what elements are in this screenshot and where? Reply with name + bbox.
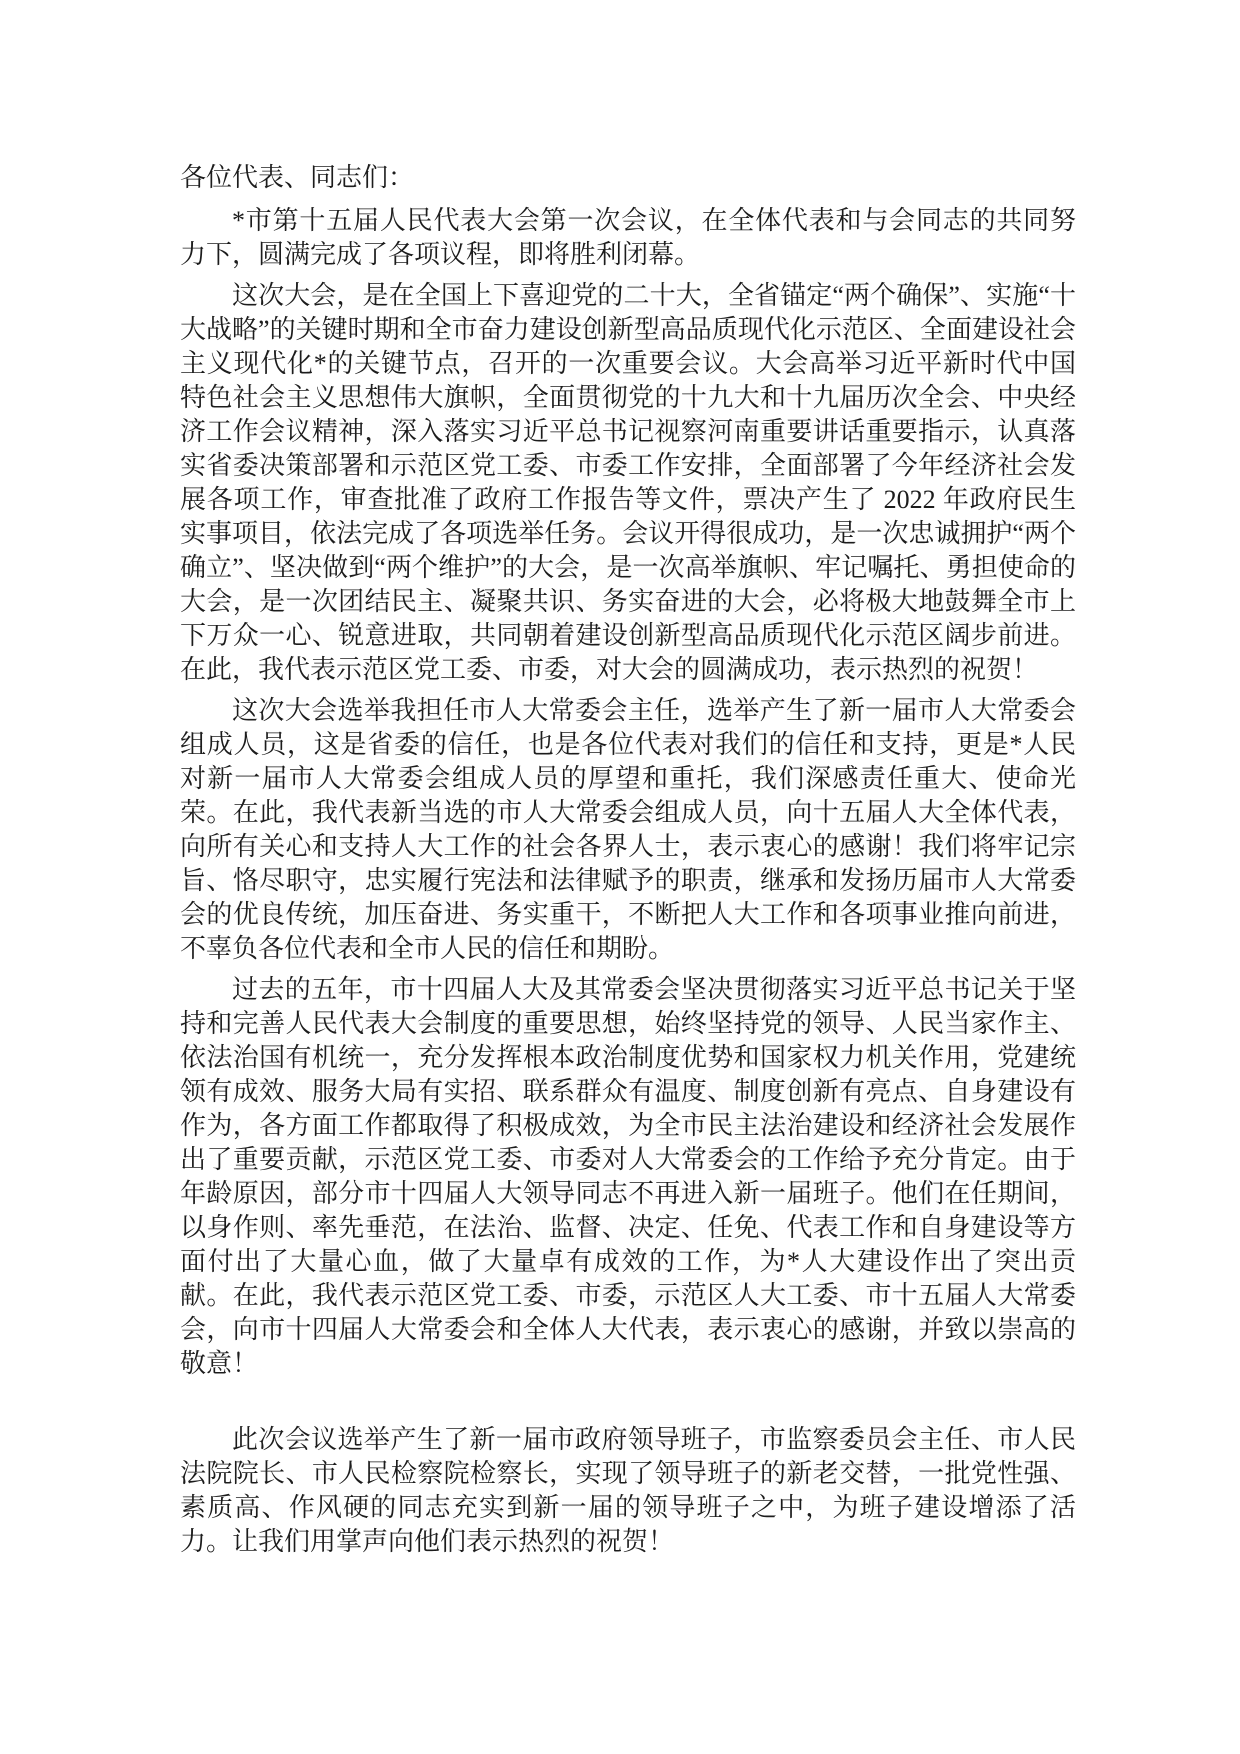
paragraph-election-thanks: 这次大会选举我担任市人大常委会主任，选举产生了新一届市人大常委会组成人员，这是省委的信任，也是各位代表对我们的信任和支持，更是*人民对新一届市人大常委会组成人员的厚望和重托，我们深感责任重大、使命光荣。在此，我代表新当选的市人大常委会组成人员，向十五届人大全体代表，向所有关心和支持人大工作的社会各界人士，表示衷心的感谢！我们将牢记宗旨、恪尽职守，忠实履行宪法和法律赋予的职责，继承和发扬历届市人大常委会的优良传统，加压奋进、务实重干，不断把人大工作和各项事业推向前进，不辜负各位代表和全市人民的信任和期盼。 (180, 696, 1076, 963)
paragraph-meeting-significance: 这次大会，是在全国上下喜迎党的二十大，全省锚定“两个确保”、实施“十大战略”的关键时期和全市奋力建设创新型高品质现代化示范区、全面建设社会主义现代化*的关键节点，召开的一次重要会议。大会高举习近平新时代中国特色社会主义思想伟大旗帜，全面贯彻党的十九大和十九届历次全会、中央经济工作会议精神，深入落实习近平总书记视察河南重要讲话重要指示，认真落实省委决策部署和示范区党工委、市委工作安排，全面部署了今年经济社会发展各项工作，审查批准了政府工作报告等文件，票决产生了 2022 年政府民生实事项目，依法完成了各项选举任务。会议开得很成功，是一次忠诚拥护“两个确立”、坚决做到“两个维护”的大会，是一次高举旗帜、牢记嘱托、勇担使命的大会，是一次团结民主、凝聚共识、务实奋进的大会，必将极大地鼓舞全市上下万众一心、锐意进取，共同朝着建设创新型高品质现代化示范区阔步前进。在此，我代表示范区党工委、市委，对大会的圆满成功，表示热烈的祝贺！ (180, 281, 1076, 684)
paragraph-closing-announcement: *市第十五届人民代表大会第一次会议，在全体代表和与会同志的共同努力下，圆满完成了各项议程，即将胜利闭幕。 (180, 206, 1076, 269)
document-body (180, 161, 1076, 1566)
salutation-line: 各位代表、同志们： (180, 163, 415, 192)
paragraph-new-leadership: 此次会议选举产生了新一届市政府领导班子，市监察委员会主任、市人民法院院长、市人民检察院检察长，实现了领导班子的新老交替，一批党性强、素质高、作风硬的同志充实到新一届的领导班子之中，为班子建设增添了活力。让我们用掌声向他们表示热烈的祝贺！ (180, 1425, 1076, 1556)
paragraph-past-five-years: 过去的五年，市十四届人大及其常委会坚决贯彻落实习近平总书记关于坚持和完善人民代表大会制度的重要思想，始终坚持党的领导、人民当家作主、依法治国有机统一，充分发挥根本政治制度优势和国家权力机关作用，党建统领有成效、服务大局有实招、联系群众有温度、制度创新有亮点、自身建设有作为，各方面工作都取得了积极成效，为全市民主法治建设和经济社会发展作出了重要贡献，示范区党工委、市委对人大常委会的工作给予充分肯定。由于年龄原因，部分市十四届人大领导同志不再进入新一届班子。他们在任期间，以身作则、率先垂范，在法治、监督、决定、任免、代表工作和自身建设等方面付出了大量心血，做了大量卓有成效的工作，为*人大建设作出了突出贡献。在此，我代表示范区党工委、市委，示范区人大工委、市十五届人大常委会，向市十四届人大常委会和全体人大代表，表示衷心的感谢，并致以崇高的敬意！ (180, 975, 1076, 1378)
